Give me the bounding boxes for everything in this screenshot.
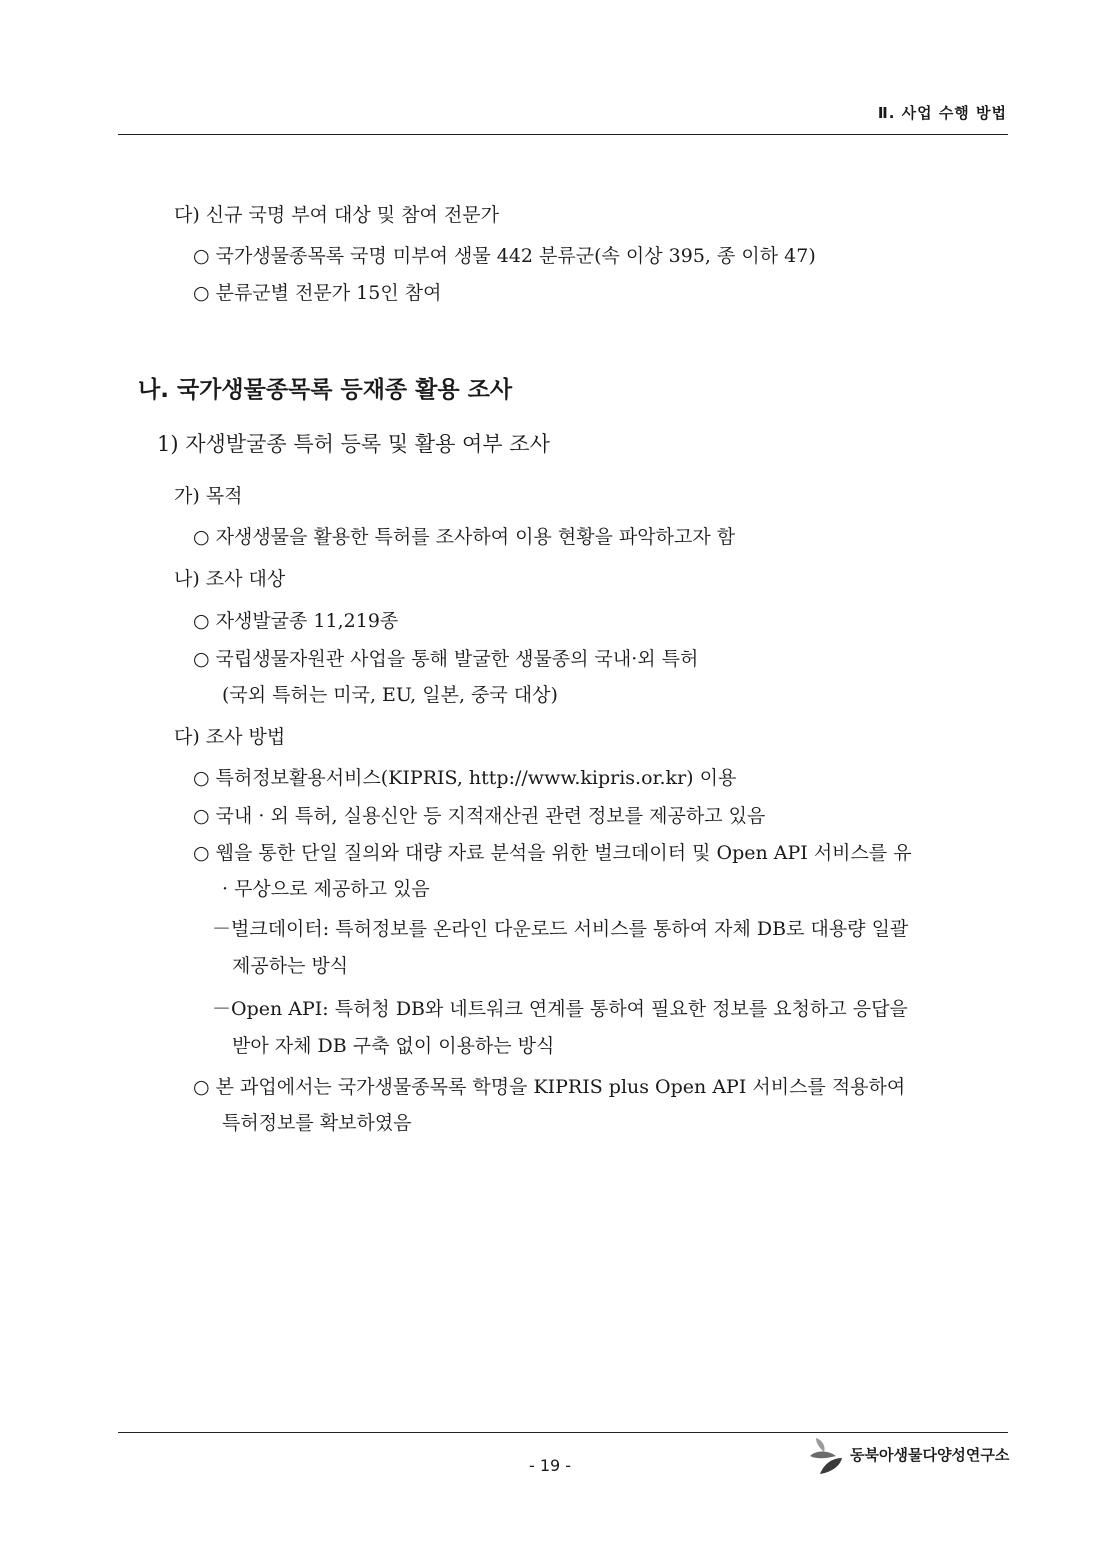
bullet-patents: ○ 국립생물자원관 사업을 통해 발굴한 생물종의 국내·외 특허	[193, 648, 699, 670]
dash-open-api: －Open API: 특허청 DB와 네트워크 연계를 통하여 필요한 정보를 요청하고 응답을	[212, 998, 908, 1020]
item-heading: 1) 자생발굴종 특허 등록 및 활용 여부 조사	[157, 432, 550, 456]
bullet-patents-cont: (국외 특허는 미국, EU, 일본, 중국 대상)	[222, 684, 558, 706]
bullet-applied: ○ 본 과업에서는 국가생물종목록 학명을 KIPRIS plus Open API 서비스를 적용하여	[193, 1076, 906, 1098]
bullet-native-species: ○ 자생발굴종 11,219종	[193, 610, 399, 632]
header-rule	[118, 134, 1008, 135]
bullet-applied-cont: 특허정보를 확보하였음	[222, 1112, 412, 1134]
organization-name: 동북아생물다양성연구소	[850, 1446, 1010, 1464]
bullet-purpose: ○ 자생생물을 활용한 특허를 조사하여 이용 현황을 파악하고자 함	[193, 526, 736, 548]
bullet-experts: ○ 분류군별 전문가 15인 참여	[193, 282, 442, 304]
bullet-web-services-cont: · 무상으로 제공하고 있음	[222, 878, 430, 900]
subheading-purpose: 가) 목적	[174, 485, 243, 507]
bullet-web-services: ○ 웹을 통한 단일 질의와 대량 자료 분석을 위한 벌크데이터 및 Open API 서비스를 유	[193, 842, 912, 864]
dash-open-api-cont: 받아 자체 DB 구축 없이 이용하는 방식	[232, 1035, 555, 1057]
section-heading: 나. 국가생물종목록 등재종 활용 조사	[138, 377, 513, 403]
page-number: - 19 -	[528, 1456, 572, 1475]
subheading-method: 다) 조사 방법	[174, 726, 286, 748]
dash-bulk-data: －벌크데이터: 특허정보를 온라인 다운로드 서비스를 통하여 자체 DB로 대용량 일괄	[212, 918, 909, 940]
dash-bulk-data-cont: 제공하는 방식	[232, 955, 349, 977]
subheading-target: 나) 조사 대상	[174, 568, 286, 590]
running-header-title: Ⅱ. 사업 수행 방법	[877, 104, 1007, 122]
footer-rule	[118, 1432, 1008, 1433]
bullet-kipris: ○ 특허정보활용서비스(KIPRIS, http://www.kipris.or.kr) 이용	[193, 767, 737, 789]
subheading-new-names: 다) 신규 국명 부여 대상 및 참여 전문가	[174, 204, 500, 226]
bullet-ip-info: ○ 국내 · 외 특허, 실용신안 등 지적재산권 관련 정보를 제공하고 있음	[193, 805, 766, 827]
bullet-taxa-count: ○ 국가생물종목록 국명 미부여 생물 442 분류군(속 이상 395, 종 이하 47)	[193, 245, 816, 267]
leaf-logo-icon	[806, 1436, 848, 1474]
